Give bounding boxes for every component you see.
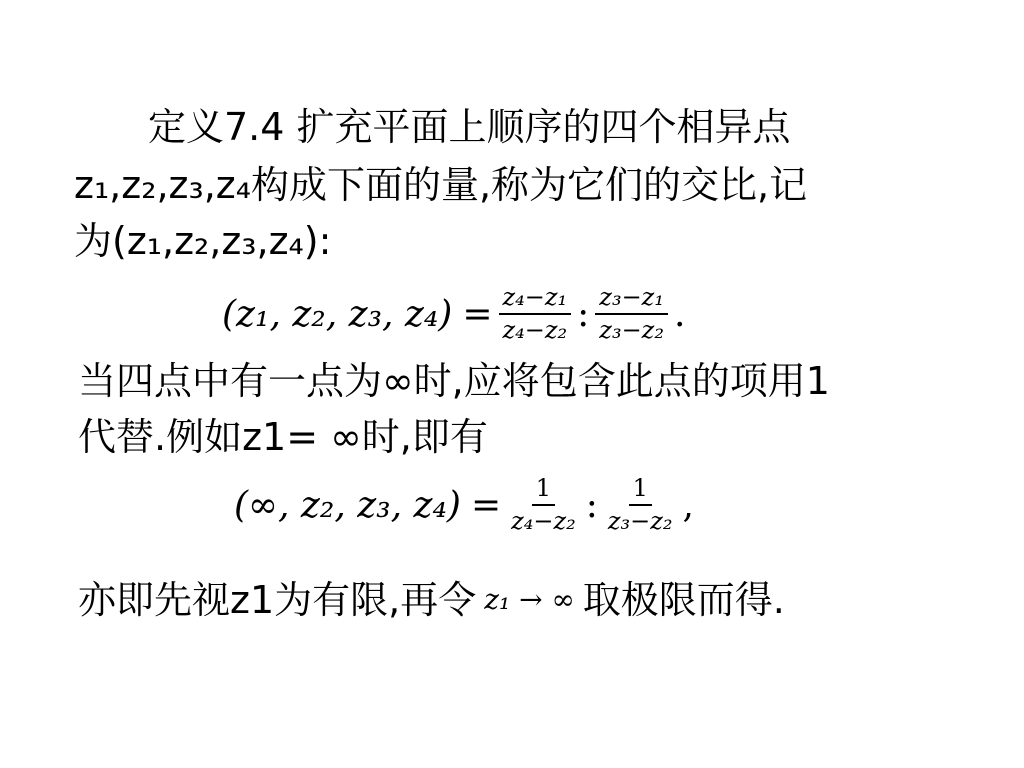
ratio-colon-2: :	[585, 484, 598, 526]
formula-end-period: .	[673, 293, 686, 335]
ratio-colon: :	[577, 293, 590, 335]
infinity-formula	[234, 474, 694, 536]
infinity-note-line-1: 当四点中有一点为∞时,应将包含此点的项用1	[78, 359, 830, 403]
fraction-4-denominator: z₃−z₂	[607, 507, 673, 535]
definition-line-3: 为(z₁,z₂,z₃,z₄):	[74, 219, 332, 263]
equals-sign-2: =	[470, 484, 502, 526]
fraction-4-numerator: 1	[629, 476, 652, 506]
fraction-2	[595, 282, 668, 344]
fraction-3	[507, 473, 580, 535]
fraction-1-numerator: z₄−z₁	[499, 285, 572, 315]
fraction-1-denominator: z₄−z₂	[502, 316, 568, 344]
fraction-2-denominator: z₃−z₂	[599, 316, 664, 344]
infinity-note-line-2: 代替.例如z1= ∞时,即有	[78, 415, 488, 459]
definition-line-1: 定义7.4 扩充平面上顺序的四个相异点	[148, 105, 791, 149]
conclusion-text-after: 取极限而得.	[582, 578, 785, 622]
formula-lhs: (z₁, z₂, z₃, z₄)	[222, 293, 453, 335]
limit-expression: z₁ → ∞	[484, 583, 575, 616]
conclusion-line	[78, 578, 785, 622]
definition-line-2: z₁,z₂,z₃,z₄构成下面的量,称为它们的交比,记	[74, 163, 808, 207]
formula2-lhs: (∞, z₂, z₃, z₄)	[234, 484, 461, 526]
fraction-4	[604, 473, 677, 535]
fraction-3-denominator: z₄−z₂	[511, 507, 576, 535]
fraction-3-numerator: 1	[532, 476, 555, 506]
fraction-1	[499, 282, 572, 344]
fraction-2-numerator: z₃−z₁	[595, 285, 668, 315]
cross-ratio-formula	[222, 284, 685, 344]
equals-sign: =	[462, 293, 493, 335]
conclusion-text-before: 亦即先视z1为有限,再令	[78, 578, 477, 622]
formula2-end-comma: ,	[682, 484, 694, 526]
